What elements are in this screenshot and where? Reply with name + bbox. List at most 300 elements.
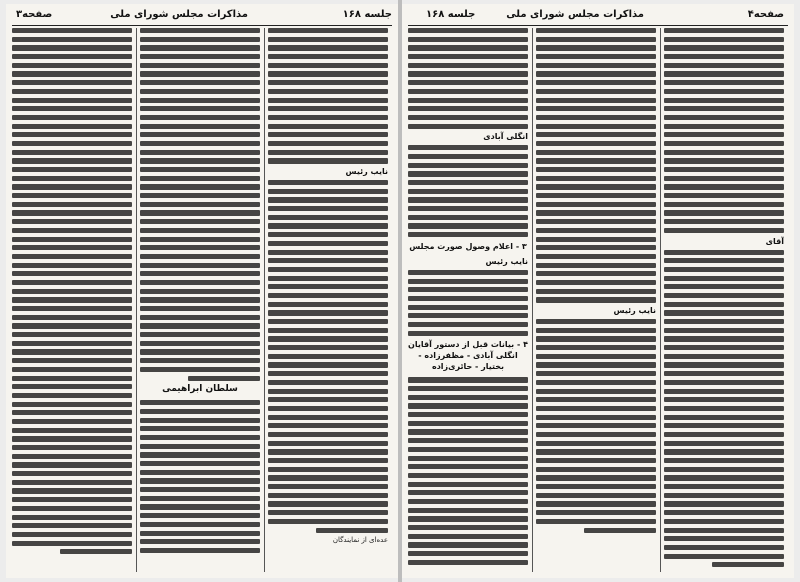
text-line [408,534,528,539]
text-line [268,432,388,437]
text-line [536,432,656,437]
text-line [268,354,388,359]
text-line [536,406,656,411]
text-line [408,421,528,426]
text-line [536,28,656,33]
text-line [664,132,784,137]
text-line [408,386,528,391]
text-line [140,367,260,372]
text-line [12,419,132,424]
text-line [408,490,528,495]
text-line [140,444,260,449]
text-line [664,228,784,233]
text-line [536,106,656,111]
text-line [140,470,260,475]
text-line [268,519,388,524]
text-line [12,289,132,294]
text-line [140,452,260,457]
left-page [6,4,398,578]
text-line [12,384,132,389]
text-line [408,412,528,417]
text-line [140,504,260,509]
text-line [664,554,784,559]
right-session-label: جلسه ۱۶۸ [426,9,476,20]
text-line [12,523,132,528]
text-line [664,150,784,155]
text-line [536,493,656,498]
text-line [140,418,260,423]
text-line [268,510,388,515]
text-line [536,71,656,76]
text-line [268,302,388,307]
text-line [268,371,388,376]
text-line [140,158,260,163]
text-line [536,484,656,489]
text-line [536,237,656,242]
text-line [268,158,388,163]
text-line [268,106,388,111]
text-line [268,475,388,480]
text-line [140,193,260,198]
text-line [536,210,656,215]
text-line [316,528,388,533]
text-line [12,271,132,276]
text-line [12,541,132,546]
right-columns [408,28,788,572]
text-line [536,63,656,68]
text-line [536,458,656,463]
right-header-rule [408,25,788,26]
text-line [408,542,528,547]
text-line [408,560,528,565]
left-col-1 [12,28,132,572]
text-line [140,435,260,440]
text-line [664,484,784,489]
text-line [12,341,132,346]
text-line [664,63,784,68]
text-line [536,415,656,420]
text-line [268,232,388,237]
text-line [268,115,388,120]
text-line [268,28,388,33]
text-line [12,37,132,42]
text-line [664,397,784,402]
left-page-number: صفحه۳ [16,9,53,20]
text-line [140,167,260,172]
text-line [140,80,260,85]
text-line [408,115,528,120]
text-line [140,332,260,337]
text-line [140,461,260,466]
text-line [408,223,528,228]
text-line [536,280,656,285]
text-line [536,167,656,172]
text-line [408,499,528,504]
column-divider [660,28,661,572]
text-line [408,45,528,50]
text-line [664,71,784,76]
text-line [408,80,528,85]
text-line [536,219,656,224]
text-line [12,210,132,215]
text-line [12,132,132,137]
text-line [140,280,260,285]
text-line [140,89,260,94]
text-line [408,189,528,194]
text-line [408,232,528,237]
text-line [12,193,132,198]
text-line [536,45,656,50]
text-line [140,71,260,76]
text-line [268,89,388,94]
text-line [268,328,388,333]
text-line [12,28,132,33]
text-line [536,289,656,294]
text-line [268,406,388,411]
text-line [268,241,388,246]
left-columns [12,28,392,572]
text-line [12,323,132,328]
text-line [664,89,784,94]
text-line [408,447,528,452]
text-line [140,106,260,111]
text-line [268,98,388,103]
right-col-1 [408,28,528,572]
text-line [12,376,132,381]
text-line [140,315,260,320]
text-line [268,458,388,463]
text-line [536,80,656,85]
text-line [268,345,388,350]
text-line [664,167,784,172]
text-line [536,475,656,480]
text-line [408,305,528,310]
text-line [268,250,388,255]
right-page [402,4,794,578]
text-line [664,98,784,103]
text-line [664,45,784,50]
text-line [536,380,656,385]
left-col-2 [140,28,260,572]
text-line [408,331,528,336]
text-line [664,336,784,341]
text-line [536,467,656,472]
text-line [140,513,260,518]
text-line [140,539,260,544]
text-line [408,395,528,400]
text-line [536,89,656,94]
text-line [536,389,656,394]
text-line [664,210,784,215]
text-line [664,371,784,376]
text-line [140,184,260,189]
text-line [536,423,656,428]
text-line [664,184,784,189]
text-line [140,63,260,68]
right-col-2 [536,28,656,572]
text-line [536,336,656,341]
text-line [408,89,528,94]
text-line [268,362,388,367]
text-line [664,458,784,463]
text-line [140,202,260,207]
text-line [268,441,388,446]
text-line [268,293,388,298]
text-line [12,245,132,250]
text-line [664,250,784,255]
text-line [12,349,132,354]
text-line [188,376,260,381]
text-line [664,510,784,515]
text-line [664,467,784,472]
text-line [268,45,388,50]
text-line [536,245,656,250]
text-line [12,358,132,363]
speaker-label: انگلی آبادی [483,132,528,142]
text-line [664,193,784,198]
text-line [664,276,784,281]
text-line [664,493,784,498]
speaker-label: نایب رئیس [613,306,656,315]
text-line [664,267,784,272]
text-line [408,28,528,33]
text-line [268,449,388,454]
right-page-number: صفحه۴ [747,9,784,20]
text-line [268,319,388,324]
text-block [12,28,132,554]
text-line [664,441,784,446]
text-line [268,467,388,472]
text-line [140,496,260,501]
text-line [12,150,132,155]
text-line [12,532,132,537]
text-line [536,37,656,42]
text-line [408,215,528,220]
text-line [12,297,132,302]
text-line [12,106,132,111]
text-line [664,176,784,181]
text-line [664,423,784,428]
text-line [12,436,132,441]
text-line [408,206,528,211]
text-line [664,124,784,129]
text-line [12,462,132,467]
text-line [140,306,260,311]
text-line [140,271,260,276]
text-line [408,197,528,202]
text-line [664,380,784,385]
text-line [664,528,784,533]
text-line [140,132,260,137]
text-line [268,267,388,272]
text-line [12,367,132,372]
section-heading: سلطان ابراهیمی [162,384,238,395]
text-line [712,562,784,567]
text-line [12,471,132,476]
left-page-header [6,8,398,24]
text-line [536,519,656,524]
text-line [536,263,656,268]
text-line [268,132,388,137]
text-line [12,80,132,85]
text-line [536,124,656,129]
text-line [12,115,132,120]
text-line [408,145,528,150]
text-line [268,336,388,341]
text-line [12,54,132,59]
text-line [140,400,260,405]
text-line [664,219,784,224]
text-line [140,210,260,215]
text-line [140,176,260,181]
text-line [140,124,260,129]
text-line [408,464,528,469]
text-line [268,258,388,263]
text-line [140,37,260,42]
text-line [12,176,132,181]
text-line [140,98,260,103]
text-line [536,297,656,302]
text-line [140,341,260,346]
text-line [268,223,388,228]
text-line [536,254,656,259]
text-line [408,163,528,168]
text-line [12,480,132,485]
text-line [12,393,132,398]
text-line [268,180,388,185]
text-line [664,80,784,85]
text-line [664,415,784,420]
text-line [408,403,528,408]
right-page-header [402,8,794,24]
text-line [664,475,784,480]
text-line [12,263,132,268]
text-line [408,456,528,461]
text-line [268,484,388,489]
text-line [664,37,784,42]
text-line [12,219,132,224]
text-line [536,115,656,120]
text-line [536,449,656,454]
text-line [140,28,260,33]
text-line [664,406,784,411]
text-line [536,510,656,515]
text-line [408,287,528,292]
text-line [12,89,132,94]
text-line [664,536,784,541]
text-line [664,319,784,324]
text-line [664,545,784,550]
text-line [664,158,784,163]
text-line [408,54,528,59]
text-line [12,306,132,311]
speaker-label: نایب رئیس [485,256,528,266]
text-line [12,254,132,259]
text-line [408,279,528,284]
text-line [536,158,656,163]
text-line [536,98,656,103]
text-line [12,63,132,68]
text-line [536,184,656,189]
text-line [584,528,656,533]
section-heading-4: ۴ - بیانات قبل از دستور آقایان انگلی آبادی - مظفرزاده - بختیار - حائری‌زاده [408,340,528,372]
text-line [268,63,388,68]
text-line [12,228,132,233]
text-line [140,219,260,224]
text-line [536,319,656,324]
text-line [664,302,784,307]
text-line [664,362,784,367]
text-line [268,71,388,76]
text-line [664,432,784,437]
text-line [12,184,132,189]
text-line [536,362,656,367]
text-line [408,171,528,176]
text-line [408,106,528,111]
right-col-3 [664,28,784,572]
text-line [408,429,528,434]
text-line [268,493,388,498]
text-line [664,449,784,454]
text-line [408,296,528,301]
text-line [664,345,784,350]
text-line [664,310,784,315]
text-line [664,284,784,289]
text-line [536,228,656,233]
text-line [12,98,132,103]
text-line [408,63,528,68]
text-line [408,473,528,478]
text-line [268,389,388,394]
text-line [408,71,528,76]
text-line [536,328,656,333]
column-divider [264,28,265,572]
text-line [140,478,260,483]
text-line [664,258,784,263]
text-line [664,28,784,33]
text-line [408,322,528,327]
text-line [12,45,132,50]
text-line [536,397,656,402]
text-line [408,482,528,487]
text-line [140,115,260,120]
text-line [140,141,260,146]
text-line [268,141,388,146]
text-line [408,508,528,513]
text-line [664,354,784,359]
text-line [664,54,784,59]
text-line [140,487,260,492]
text-line [140,45,260,50]
text-line [12,315,132,320]
text-line [12,202,132,207]
text-line [60,549,132,554]
text-line [536,132,656,137]
text-line [536,441,656,446]
text-line [664,519,784,524]
text-line [268,54,388,59]
text-line [408,377,528,382]
text-line [268,197,388,202]
column-divider [136,28,137,572]
text-line [12,141,132,146]
text-line [140,531,260,536]
text-line [140,426,260,431]
text-line [268,501,388,506]
text-line [140,297,260,302]
left-col-3 [268,28,388,572]
text-line [664,202,784,207]
